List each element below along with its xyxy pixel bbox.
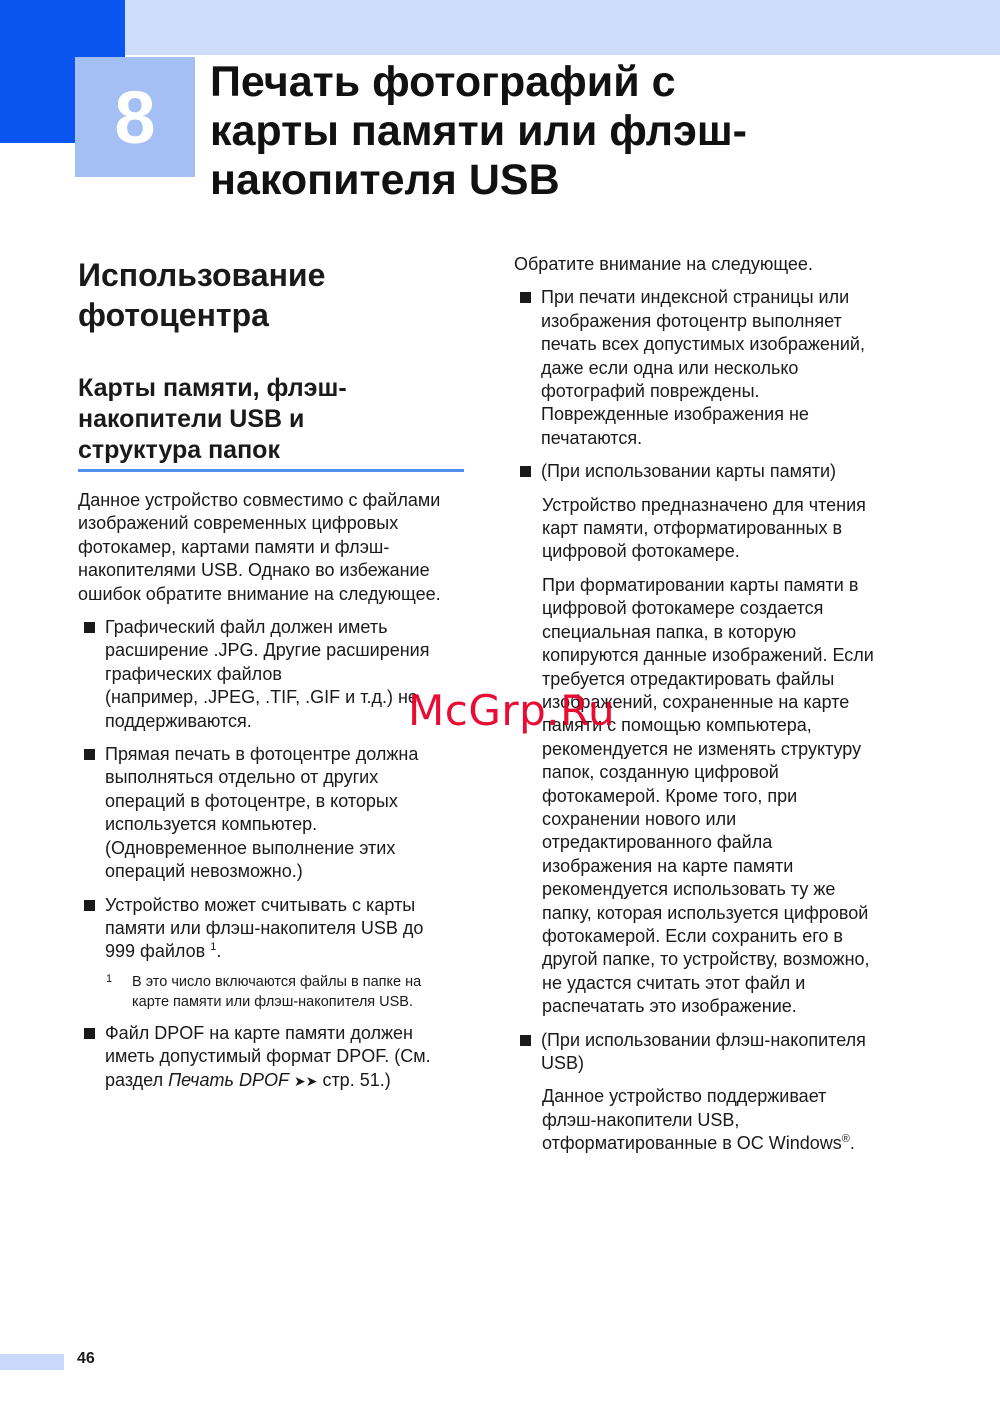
text-line: Поврежденные изображения не [541,404,809,425]
chapter-title-line: Печать фотографий с [210,58,676,106]
text-line: Прямая печать в фотоцентре должна [105,744,419,765]
text-line: иметь допустимый формат DPOF. (См. [105,1046,431,1067]
text-line: накопителями USB. Однако во избежание [78,560,430,581]
subsection-heading-line: накопители USB и [78,405,305,433]
chapter-title-line: накопителя USB [210,156,560,204]
text-line: Файл DPOF на карте памяти должен [105,1022,413,1043]
footnote [78,972,468,1012]
text-line: даже если одна или несколько [541,357,799,378]
text-fragment: . [849,1133,855,1154]
text-line: флэш-накопители USB, [542,1109,740,1130]
text-fragment: отформатированные в ОС Windows [542,1133,842,1154]
bullet-item [514,460,914,483]
text-line: операций невозможно.) [105,861,303,882]
bullet-item [78,894,468,964]
footnote-line: В это число включаются файлы в папке на [132,973,422,990]
text-line: USB) [541,1053,585,1073]
text-line: цифровой фотокамере создается [542,598,824,619]
text-line: требуется отредактировать файлы [542,668,835,689]
text-line: Обратите внимание на следующее. [514,254,813,274]
right-intro [514,253,914,276]
bullet-item [514,286,914,450]
text-line: операций в фотоцентре, в которых [105,790,398,811]
footnote-reference: 1 [210,941,217,954]
text-line: памяти с помощью компьютера, [542,715,812,736]
text-line: фотокамерой. Кроме того, при [542,785,798,806]
bullet-square-icon [520,466,531,477]
text-line: папку, которая используется цифровой [542,902,869,923]
bullet-square-icon [84,1028,95,1039]
bullet-square-icon [520,292,531,303]
bullet-square-icon [520,1035,531,1046]
text-line: распечатать это изображение. [542,996,797,1017]
text-line: не удастся считать этот файл и [542,972,806,993]
text-line: Данное устройство поддерживает [542,1086,827,1107]
left-column [78,255,468,1093]
text-line: специальная папка, в которую [542,621,797,642]
bullet-square-icon [84,900,95,911]
text-line: графических файлов [105,663,282,684]
text-line: отредактированного файла [542,832,773,853]
bullet-square-icon [84,622,95,633]
text-line: поддерживаются. [105,710,252,731]
text-line: папок, созданную цифровой [542,762,779,783]
text-fragment: стр. 51.) [317,1069,391,1090]
subsection-heading-line: Карты памяти, флэш- [78,374,347,402]
text-line: рекомендуется использовать ту же [542,879,836,900]
section-heading-line: фотоцентра [78,297,269,333]
text-line: ошибок обратите внимание на следующее. [78,583,441,604]
text-line [105,1069,468,1093]
text-line: изображения на карте памяти [542,855,794,876]
text-line: сохранении нового или [542,808,737,829]
text-line: (При использовании флэш-накопителя [541,1029,866,1050]
text-fragment: раздел [105,1069,169,1090]
page-number: 46 [77,1350,95,1367]
section-heading [78,255,468,335]
bullet-item [78,743,468,883]
text-line: (При использовании карты памяти) [541,461,837,482]
text-line: изображений, сохраненные на карте [542,691,850,712]
section-heading-line: Использование [78,257,326,293]
text-line: фотографий повреждены. [541,381,760,402]
chapter-title [210,58,970,205]
footer-bar [0,1354,64,1370]
text-line: копируются данные изображений. Если [542,645,874,666]
text-line: Данное устройство совместимо с файлами [78,490,441,510]
bullet-item [78,1022,468,1093]
text-line: рекомендуется не изменять структуру [542,738,862,759]
chapter-title-line: карты памяти или флэш- [210,107,747,155]
text-line: фотокамер, картами памяти и флэш- [78,536,390,557]
text-line: цифровой фотокамере. [542,541,740,562]
text-line: другой папке, то устройству, возможно, [542,949,870,970]
text-fragment: 999 файлов [105,941,206,962]
text-line: изображений современных цифровых [78,513,399,534]
text-line: При форматировании карты памяти в [542,574,859,595]
text-line: (например, .JPEG, .TIF, .GIF и т.д.) не [105,687,418,708]
text-line: печатаются. [541,427,643,448]
footnote-line: карте памяти или флэш-накопителя USB. [132,993,414,1010]
text-line: расширение .JPG. Другие расширения [105,640,430,661]
text-line: (Одновременное выполнение этих [105,837,396,858]
chapter-number-badge: 8 [75,57,195,177]
bullet-item [514,1029,914,1076]
paragraph [514,494,914,564]
text-line: Устройство предназначено для чтения [542,494,866,515]
text-line: При печати индексной страницы или [541,287,850,308]
watermark: McGrp.Ru [408,686,616,735]
text-line: Графический файл должен иметь [105,617,388,638]
paragraph [514,1085,914,1155]
text-line: фотокамерой. Если сохранить его в [542,925,843,946]
text-line: карт памяти, отформатированных в [542,518,843,539]
header-light-band [125,0,1000,55]
paragraph [514,574,914,1019]
text-line: Устройство может считывать с карты [105,894,416,915]
intro-paragraph [78,489,468,606]
double-arrow-icon: ➤➤ [293,1072,318,1089]
text-line: выполняться отдельно от других [105,767,379,788]
text-line: памяти или флэш-накопителя USB до [105,917,424,938]
text-line: изображения фотоцентр выполняет [541,310,842,331]
text-line: печать всех допустимых изображений, [541,334,865,355]
registered-mark: ® [841,1133,850,1146]
cross-reference-link[interactable]: Печать DPOF [168,1069,289,1090]
subsection-heading-line: структура папок [78,436,280,464]
text-line [105,940,468,963]
bullet-square-icon [84,749,95,760]
footnote-number: 1 [106,972,113,985]
text-line: используется компьютер. [105,814,318,835]
subsection-heading [78,373,464,472]
text-line [542,1132,914,1155]
text-fragment: . [216,941,222,962]
